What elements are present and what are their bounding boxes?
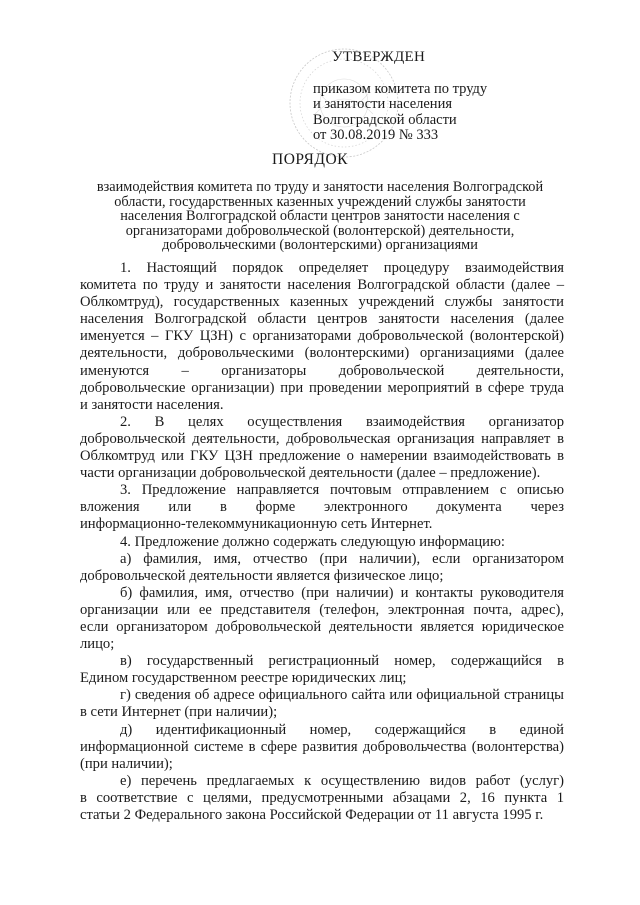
body-line: добровольческой деятельности является физическое лицо;: [80, 567, 444, 584]
body-line: части организации добровольческой деятельности (далее – предложение).: [80, 465, 541, 482]
body-line: информационно-телекоммуникационную сеть Интернет.: [80, 516, 433, 533]
body-line: 1. Настоящий порядок определяет процедуру взаимодействия: [120, 260, 564, 276]
document-body: [80, 260, 564, 824]
body-paragraph: [80, 722, 564, 773]
body-line: г) сведения об адресе официального сайта или официальной страницы: [120, 687, 564, 704]
body-paragraph: [80, 773, 564, 824]
body-line: именуются – организаторы добровольческой деятельности,: [80, 362, 564, 379]
body-line: 4. Предложение должно содержать следующую информацию:: [120, 533, 505, 550]
body-line: Едином государственном реестре юридических лиц;: [80, 670, 407, 687]
body-line: а) фамилия, имя, отчество (при наличии), если организатором: [120, 550, 564, 567]
body-line: 2. В целях осуществления взаимодействия организатор: [120, 413, 564, 430]
approval-line: от 30.08.2019 № 333: [313, 127, 439, 143]
body-line: (при наличии);: [80, 755, 173, 772]
body-paragraph: [80, 260, 564, 414]
approval-line: и занятости населения: [313, 96, 452, 112]
body-line: вложения или в форме электронного документа через: [80, 499, 564, 516]
approval-line: Волгоградской области: [313, 111, 457, 128]
body-line: комитета по труду и занятости населения Волгоградской области (далее –: [80, 277, 564, 294]
body-paragraph: [80, 653, 564, 687]
body-line: в) государственный регистрационный номер, содержащийся в: [120, 653, 564, 670]
body-line: Облкомтруд), государственных казенных учреждений службы занятости: [80, 294, 564, 311]
body-paragraph: [80, 482, 564, 533]
subtitle-line: взаимодействия комитета по труду и занятости населения Волгоградской: [96, 179, 544, 195]
body-paragraph: [80, 585, 564, 653]
approval-block: [313, 50, 553, 144]
body-line: информационной системе в сфере развития добровольчества (волонтерства): [80, 738, 564, 755]
body-paragraph: [80, 534, 564, 551]
approval-line: приказом комитета по труду: [313, 80, 488, 97]
body-paragraph: [80, 687, 564, 721]
body-line: и занятости населения.: [80, 396, 224, 413]
body-line: 3. Предложение направляется почтовым отправлением с описью: [120, 482, 564, 499]
subtitle-line: населения Волгоградской области центров занятости населения с: [120, 208, 520, 225]
body-line: д) идентификационный номер, содержащийся в единой: [120, 721, 564, 738]
document-subtitle: [85, 180, 555, 253]
subtitle-line: организаторами добровольческой (волонтерской) деятельности,: [125, 222, 515, 239]
body-line: организации или ее представителя (телефон, электронная почта, адрес),: [80, 601, 564, 618]
body-line: б) фамилия, имя, отчество (при наличии) и контакты руководителя: [120, 584, 564, 601]
body-line: если организатором добровольческой деятельности является юридическое: [80, 618, 564, 635]
body-paragraph: [80, 551, 564, 585]
body-line: населения Волгоградской области центров занятости населения (далее: [80, 311, 564, 328]
body-line: статьи 2 Федерального закона Российской Федерации от 11 августа 1995 г.: [80, 807, 544, 823]
subtitle-line: добровольческими (волонтерскими) организациями: [162, 237, 478, 254]
body-line: добровольческие организации) при проведении мероприятий в сфере труда: [80, 379, 564, 396]
body-line: добровольческой деятельности, добровольческая организация направляет в: [80, 430, 564, 447]
body-paragraph: [80, 414, 564, 482]
body-line: в сети Интернет (при наличии);: [80, 704, 278, 721]
body-line: лицо;: [80, 636, 115, 653]
body-line: именуется – ГКУ ЦЗН) с организаторами добровольческой (волонтерской): [80, 328, 564, 345]
body-line: Облкомтруд или ГКУ ЦЗН предложение о намерении взаимодействовать в: [80, 448, 564, 465]
subtitle-line: области, государственных казенных учреждений службы занятости: [114, 193, 526, 210]
body-line: в соответствие с целями, предусмотренными абзацами 2, 16 пункта 1: [80, 789, 564, 806]
body-line: е) перечень предлагаемых к осуществлению видов работ (услуг): [120, 772, 564, 789]
approval-title: УТВЕРЖДЕН: [332, 49, 426, 65]
body-line: деятельности, добровольческими (волонтерскими) организациями (далее: [80, 345, 564, 362]
document-title: ПОРЯДОК: [272, 151, 348, 168]
